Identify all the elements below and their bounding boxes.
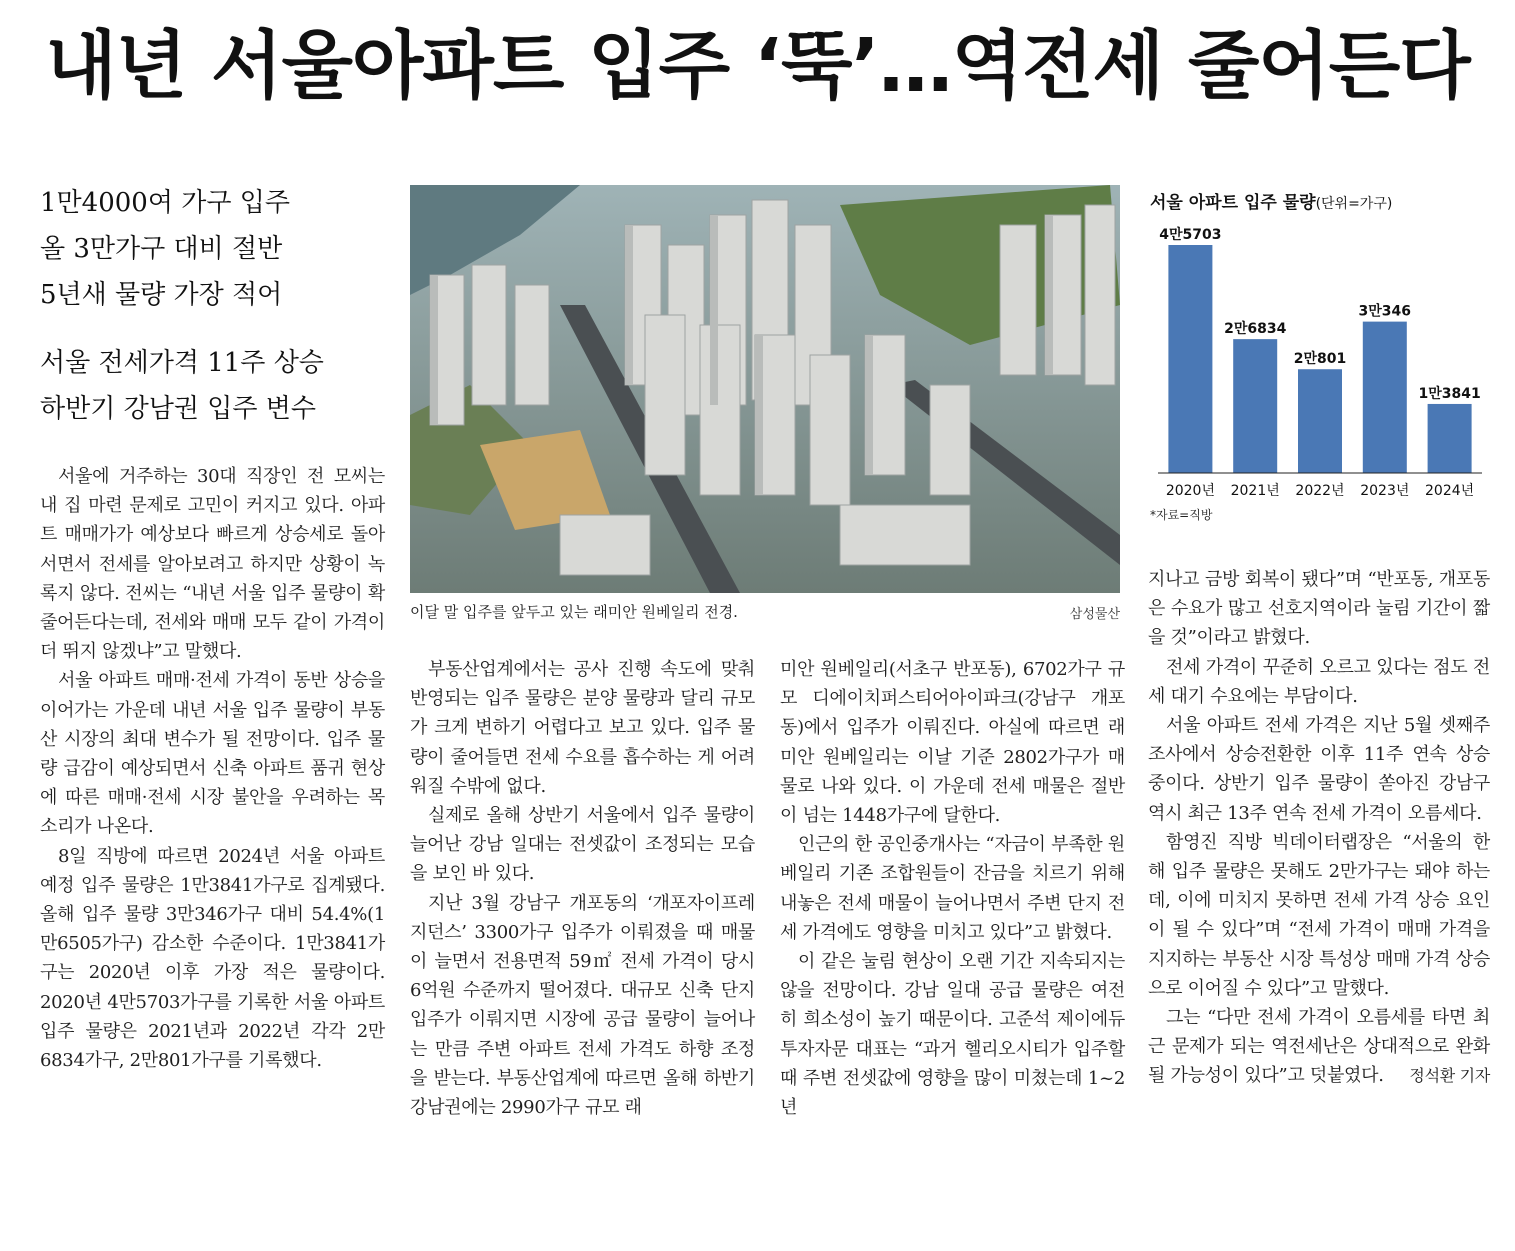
chart-tick-label: 2023년 [1360,483,1410,499]
body-paragraph: 실제로 올해 상반기 서울에서 입주 물량이 늘어난 강남 일대는 전셋값이 조정되는 모습을 보인 바 있다. [410,805,755,885]
article-column-3 [780,655,1125,1122]
chart-tick-label: 2024년 [1425,483,1475,499]
article-column-2 [410,655,755,1122]
chart-bar [1298,369,1342,473]
chart-bar [1233,339,1277,473]
apartment-aerial-photo [410,185,1120,593]
photo-credit: 삼성물산 [1069,607,1120,622]
chart-bar [1363,322,1407,473]
chart-value-label: 3만346 [1358,303,1412,320]
chart-value-label: 2만6834 [1224,321,1287,338]
chart-title [1150,188,1392,213]
chart-value-label: 2만801 [1293,351,1347,368]
subhead: 5년새 물량 가장 적어 [40,280,283,310]
body-paragraph: 함영진 직방 빅데이터랩장은 “서울의 한 해 입주 물량은 못해도 2만가구는 돼야 하는데, 이에 미치지 못하면 전세 가격 상승 요인이 될 수 있다”며 “전세 가격이 매매 가격을 지지하는 부동산 시장 특성상 매매 가격 상승으로 이어질 수 있다”고 말했다. [1148,831,1490,999]
subhead-group-1 [40,180,390,318]
chart-source: *자료=직방 [1150,508,1213,522]
chart-bar [1168,245,1212,473]
photo-caption-block [410,601,1120,622]
chart-value-label: 4만5703 [1159,227,1222,243]
chart-bar [1428,404,1472,473]
chart-value-label: 1만3841 [1418,385,1481,402]
chart-tick-label: 2022년 [1295,483,1345,499]
headline: 내년 서울아파트 입주 ‘뚝’…역전세 줄어든다 [45,23,1470,109]
body-paragraph: 서울 아파트 전세 가격은 지난 5월 셋째주 조사에서 상승전환한 이후 11주 연속 상승 중이다. 상반기 입주 물량이 쏟아진 강남구 역시 최근 13주 연속 전세 가격이 오름세다. [1148,715,1490,824]
body-paragraph: 지나고 금방 회복이 됐다”며 “반포동, 개포동은 수요가 많고 선호지역이라 눌림 기간이 짧을 것”이라고 밝혔다. [1148,569,1490,649]
subhead: 서울 전세가격 11주 상승 [40,348,324,378]
photo-caption: 이달 말 입주를 앞두고 있는 래미안 원베일리 전경. [410,603,738,621]
chart-tick-label: 2021년 [1230,483,1280,499]
body-paragraph-text: 그는 “다만 전세 가격이 오름세를 타면 최근 문제가 되는 역전세난은 상대적으로 완화될 가능성이 있다”고 덧붙였다. [1148,1007,1490,1087]
body-paragraph: 지난 3월 강남구 개포동의 ‘개포자이프레지던스’ 3300가구 입주가 이뤄졌을 때 매물이 늘면서 전용면적 59㎡ 전세 가격이 당시 6억원 수준까지 떨어졌다. 대규모 신축 단지 입주가 이뤄지면 시장에 공급 물량이 늘어나는 만큼 주변 아파트 전세 가격도 하향 조정을 받는다. 부동산업계에 따르면 올해 하반기 강남권에는 2990가구 규모 래 [410,892,755,1119]
apartment-aerial-image [410,185,1120,593]
subhead: 올 3만가구 대비 절반 [40,234,283,264]
body-paragraph: 미안 원베일리(서초구 반포동), 6702가구 규모 디에이치퍼스티어아이파크(강남구 개포동)에서 입주가 이뤄진다. 아실에 따르면 래미안 원베일리는 이날 기준 2802가구가 매물로 나와 있다. 이 가운데 전세 매물은 절반이 넘는 1448가구에 달한다. [780,659,1125,827]
subhead-group-2 [40,340,390,432]
subhead: 하반기 강남권 입주 변수 [40,394,316,424]
body-paragraph: 인근의 한 공인중개사는 “자금이 부족한 원베일리 기존 조합원들이 잔금을 치르기 위해 내놓은 전세 매물이 늘어나면서 주변 단지 전세 가격에도 영향을 미치고 있다”고 밝혔다. [780,834,1125,943]
chart-unit: (단위=가구) [1315,196,1393,212]
article-column-1 [40,462,385,1075]
article-column-4 [1148,565,1490,1091]
chart-title-text: 서울 아파트 입주 물량 [1150,193,1316,213]
byline: 정석환 기자 [1409,1066,1490,1086]
subhead: 1만4000여 가구 입주 [40,188,290,218]
body-paragraph [1148,1003,1490,1091]
bar-chart [1150,215,1490,505]
chart-tick-label: 2020년 [1165,483,1215,499]
body-paragraph: 8일 직방에 따르면 2024년 서울 아파트 예정 입주 물량은 1만3841가구로 집계됐다. 올해 입주 물량 3만346가구 대비 54.4%(1만6505가구) 감소한 수준이다. 1만3841가구는 2020년 이후 가장 적은 물량이다. 2020년 4만5703가구를 기록한 서울 아파트 입주 물량은 2021년과 2022년 각각 2만6834가구, 2만801가구를 기록했다. [40,845,385,1072]
body-paragraph: 서울 아파트 매매·전세 가격이 동반 상승을 이어가는 가운데 내년 서울 입주 물량이 부동산 시장의 최대 변수가 될 전망이다. 입주 물량 급감이 예상되면서 신축 아파트 품귀 현상에 따른 매매·전세 시장 불안을 우려하는 목소리가 나온다. [40,670,385,838]
body-paragraph: 이 같은 눌림 현상이 오랜 기간 지속되지는 않을 전망이다. 강남 일대 공급 물량은 여전히 희소성이 높기 때문이다. 고준석 제이에듀투자자문 대표는 “과거 헬리오시티가 입주할 때 주변 전셋값에 영향을 많이 미쳤는데 1~2년 [780,951,1125,1119]
body-paragraph: 부동산업계에서는 공사 진행 속도에 맞춰 반영되는 입주 물량은 분양 물량과 달리 규모가 크게 변하기 어렵다고 보고 있다. 입주 물량이 줄어들면 전세 수요를 흡수하는 게 어려워질 수밖에 없다. [410,659,755,797]
body-paragraph: 전세 가격이 꾸준히 오르고 있다는 점도 전세 대기 수요에는 부담이다. [1148,656,1490,707]
subheads [40,180,390,454]
body-paragraph: 서울에 거주하는 30대 직장인 전 모씨는 내 집 마련 문제로 고민이 커지고 있다. 아파트 매매가가 예상보다 빠르게 상승세로 돌아서면서 전세를 알아보려고 하지만 상황이 녹록지 않다. 전씨는 “내년 서울 입주 물량이 확 줄어든다는데, 전세와 매매 모두 같이 가격이 더 뛰지 않겠냐”고 말했다. [40,466,385,663]
